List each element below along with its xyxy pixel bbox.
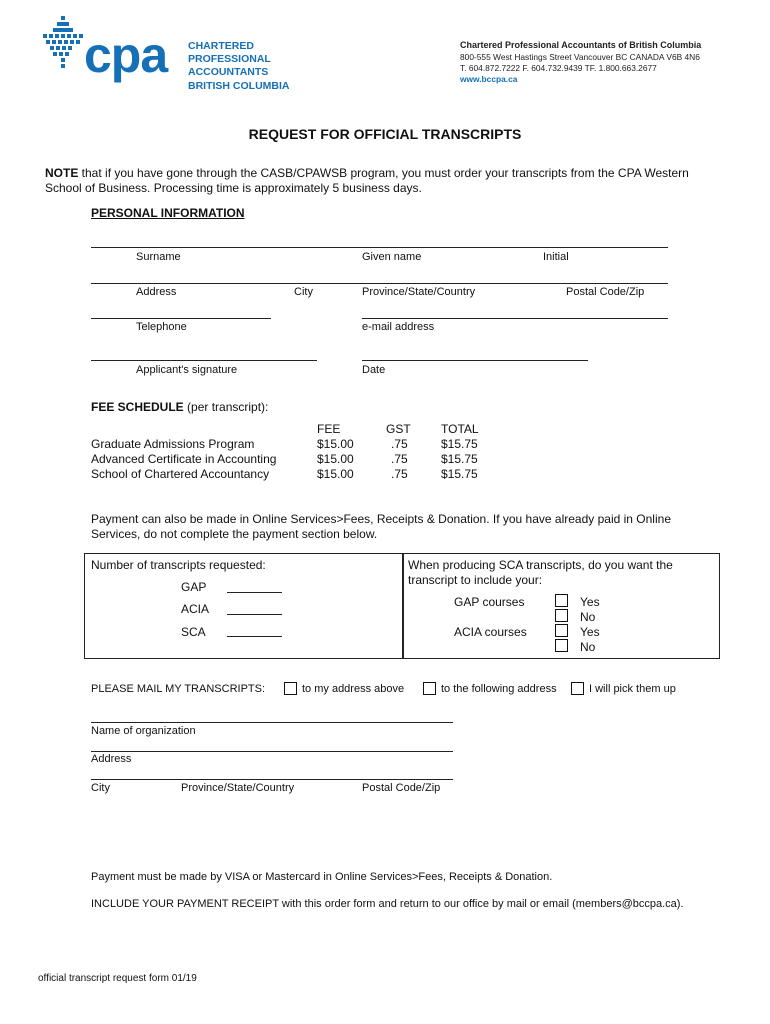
signature-line[interactable] [91, 360, 317, 361]
logo-line-3: ACCOUNTANTS [188, 66, 269, 78]
fee-schedule-heading [91, 400, 268, 414]
mail-following-address-label: to the following address [441, 683, 557, 695]
postal-label: Postal Code/Zip [566, 286, 645, 298]
mail-province-label: Province/State/Country [181, 782, 295, 794]
fee-row-program: Advanced Certificate in Accounting [91, 452, 277, 466]
payment-note [91, 512, 731, 542]
telephone-line[interactable] [91, 318, 271, 319]
note-paragraph [45, 166, 745, 196]
signature-label: Applicant's signature [136, 364, 238, 376]
org-phone: T. 604.872.7222 F. 604.732.9439 TF. 1.800.663.2677 [460, 63, 657, 73]
sca-question-line-1: When producing SCA transcripts, do you want the [408, 558, 673, 572]
note-line-2: School of Business. Processing time is approximately 5 business days. [45, 181, 422, 195]
mail-postal-label: Postal Code/Zip [362, 782, 441, 794]
fee-col-fee: FEE [317, 422, 341, 436]
page-title: REQUEST FOR OFFICIAL TRANSCRIPTS [248, 126, 522, 142]
date-label: Date [362, 364, 386, 376]
given-name-label: Given name [362, 251, 422, 263]
gap-courses-label: GAP courses [454, 595, 525, 609]
acia-yes-checkbox[interactable] [555, 624, 568, 637]
fee-schedule-suffix: (per transcript): [183, 400, 269, 414]
fee-row-gst: .75 [391, 437, 408, 451]
org-website[interactable]: www.bccpa.ca [460, 74, 518, 84]
cpa-logo [40, 14, 300, 98]
gap-count-field[interactable] [227, 592, 282, 593]
fee-schedule-label: FEE SCHEDULE [91, 400, 184, 414]
email-line[interactable] [362, 318, 668, 319]
logo-line-1: CHARTERED [188, 40, 254, 52]
fee-row-fee: $15.00 [317, 452, 354, 466]
fee-row-gst: .75 [391, 452, 408, 466]
email-label: e-mail address [362, 321, 435, 333]
sca-count-field[interactable] [227, 636, 282, 637]
pick-up-label: I will pick them up [589, 683, 676, 695]
gap-label: GAP [181, 580, 207, 594]
mail-address-label: Address [91, 753, 132, 765]
fee-row-total: $15.75 [441, 467, 478, 481]
fee-row-total: $15.75 [441, 452, 478, 466]
fee-row-program: Graduate Admissions Program [91, 437, 255, 451]
fee-row-fee: $15.00 [317, 467, 354, 481]
initial-label: Initial [543, 251, 569, 263]
fee-row-program: School of Chartered Accountancy [91, 467, 270, 481]
form-id: official transcript request form 01/19 [38, 973, 197, 984]
gap-yes-label: Yes [580, 595, 600, 609]
maple-leaf-icon [40, 16, 86, 78]
mail-following-address-checkbox[interactable] [423, 682, 436, 695]
name-line[interactable] [91, 247, 668, 248]
sca-label: SCA [181, 625, 206, 639]
fee-col-gst: GST [386, 422, 411, 436]
fee-row-fee: $15.00 [317, 437, 354, 451]
telephone-label: Telephone [136, 321, 187, 333]
mail-address-line[interactable] [91, 751, 453, 752]
mail-label: PLEASE MAIL MY TRANSCRIPTS: [91, 683, 266, 695]
logo-word: cpa [84, 27, 168, 83]
province-label: Province/State/Country [362, 286, 476, 298]
receipt-instructions: INCLUDE YOUR PAYMENT RECEIPT with this order form and return to our office by mail or email (members@bccpa.ca). [91, 898, 684, 910]
org-name: Chartered Professional Accountants of British Columbia [460, 40, 702, 50]
mail-city-line[interactable] [91, 779, 453, 780]
date-line[interactable] [362, 360, 588, 361]
personal-info-heading: PERSONAL INFORMATION [91, 206, 245, 220]
sca-question [408, 558, 673, 588]
org-name-label: Name of organization [91, 725, 196, 737]
logo-line-2: PROFESSIONAL [188, 53, 271, 65]
acia-courses-label: ACIA courses [454, 625, 527, 639]
logo-line-4: BRITISH COLUMBIA [188, 80, 290, 92]
acia-count-field[interactable] [227, 614, 282, 615]
transcript-count-title: Number of transcripts requested: [91, 558, 266, 572]
payment-note-line-2: Services, do not complete the payment section below. [91, 527, 378, 541]
mail-my-address-label: to my address above [302, 683, 405, 695]
sca-question-line-2: transcript to include your: [408, 573, 543, 587]
city-label: City [294, 286, 313, 298]
acia-no-checkbox[interactable] [555, 639, 568, 652]
acia-no-label: No [580, 640, 596, 654]
pick-up-checkbox[interactable] [571, 682, 584, 695]
acia-yes-label: Yes [580, 625, 600, 639]
org-name-line[interactable] [91, 722, 453, 723]
gap-yes-checkbox[interactable] [555, 594, 568, 607]
note-line-1: that if you have gone through the CASB/CPAWSB program, you must order your transcripts from the CPA Western [78, 166, 689, 180]
fee-col-total: TOTAL [441, 422, 479, 436]
address-line[interactable] [91, 283, 668, 284]
acia-label: ACIA [181, 602, 210, 616]
address-label: Address [136, 286, 177, 298]
payment-instructions: Payment must be made by VISA or Mastercard in Online Services>Fees, Receipts & Donation. [91, 871, 553, 883]
fee-row [91, 452, 511, 467]
fee-row [91, 437, 511, 452]
payment-note-line-1: Payment can also be made in Online Services>Fees, Receipts & Donation. If you have already paid in Online [91, 512, 671, 526]
gap-no-label: No [580, 610, 596, 624]
fee-row-total: $15.75 [441, 437, 478, 451]
surname-label: Surname [136, 251, 181, 263]
org-address: 800-555 West Hastings Street Vancouver BC CANADA V6B 4N6 [460, 52, 700, 62]
mail-my-address-checkbox[interactable] [284, 682, 297, 695]
fee-row [91, 467, 511, 482]
fee-row-gst: .75 [391, 467, 408, 481]
mail-city-label: City [91, 782, 110, 794]
gap-no-checkbox[interactable] [555, 609, 568, 622]
note-label: NOTE [45, 166, 79, 180]
